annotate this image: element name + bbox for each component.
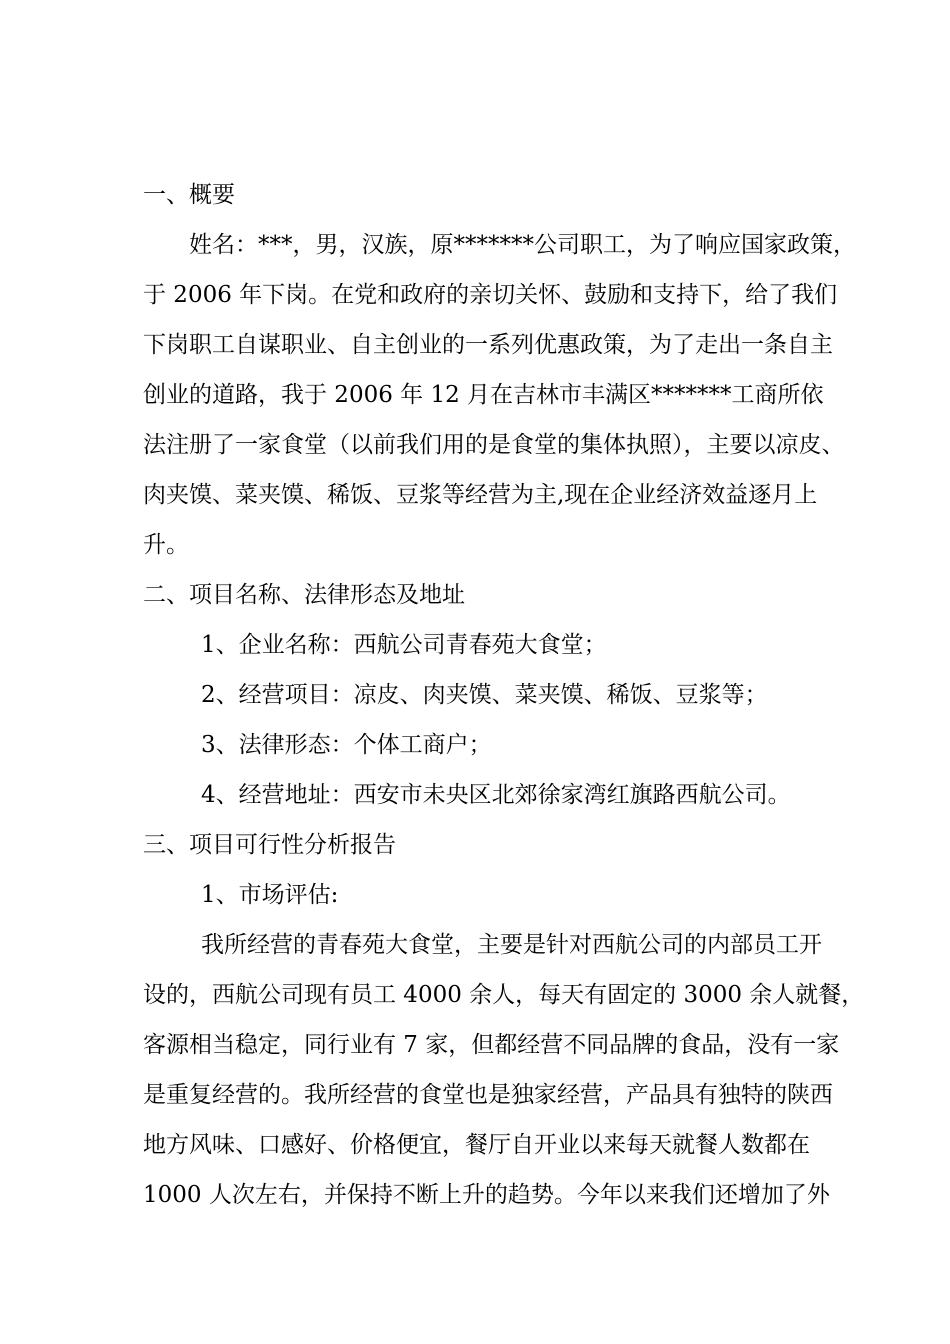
paragraph-line: 地方风味、口感好、价格便宜，餐厅自开业以来每天就餐人数都在 [143, 1132, 810, 1158]
paragraph-line: 姓名：***，男，汉族，原*******公司职工，为了响应国家政策， [189, 232, 856, 258]
paragraph-line: 创业的道路，我于 2006 年 12 月在吉林市丰满区*******工商所依 [143, 382, 824, 408]
subheading-market: 1、市场评估: [201, 882, 339, 908]
heading-project-name: 二、项目名称、法律形态及地址 [143, 582, 465, 608]
paragraph-line: 升。 [143, 532, 189, 558]
paragraph-line: 我所经营的青春苑大食堂，主要是针对西航公司的内部员工开 [201, 932, 822, 958]
paragraph-line: 下岗职工自谋职业、自主创业的一系列优惠政策，为了走出一条自主 [143, 332, 833, 358]
heading-feasibility: 三、项目可行性分析报告 [143, 832, 396, 858]
list-item: 1、企业名称：西航公司青春苑大食堂； [201, 632, 607, 658]
paragraph-line: 客源相当稳定，同行业有 7 家，但都经营不同品牌的食品，没有一家 [143, 1032, 840, 1058]
paragraph-line: 1000 人次左右，并保持不断上升的趋势。今年以来我们还增加了外 [143, 1182, 830, 1208]
heading-overview: 一、概要 [143, 182, 235, 208]
paragraph-line: 法注册了一家食堂（以前我们用的是食堂的集体执照），主要以凉皮、 [143, 432, 845, 458]
list-item: 3、法律形态：个体工商户； [201, 732, 492, 758]
paragraph-line: 设的，西航公司现有员工 4000 余人，每天有固定的 3000 余人就餐， [143, 982, 865, 1008]
list-item: 2、经营项目：凉皮、肉夹馍、菜夹馍、稀饭、豆浆等； [201, 682, 768, 708]
paragraph-line: 是重复经营的。我所经营的食堂也是独家经营，产品具有独特的陕西 [143, 1082, 833, 1108]
paragraph-line: 肉夹馍、菜夹馍、稀饭、豆浆等经营为主,现在企业经济效益逐月上 [143, 482, 818, 508]
paragraph-line: 于 2006 年下岗。在党和政府的亲切关怀、鼓励和支持下，给了我们 [143, 282, 838, 308]
list-item: 4、经营地址：西安市未央区北郊徐家湾红旗路西航公司。 [201, 782, 791, 808]
document-body [143, 170, 865, 1220]
